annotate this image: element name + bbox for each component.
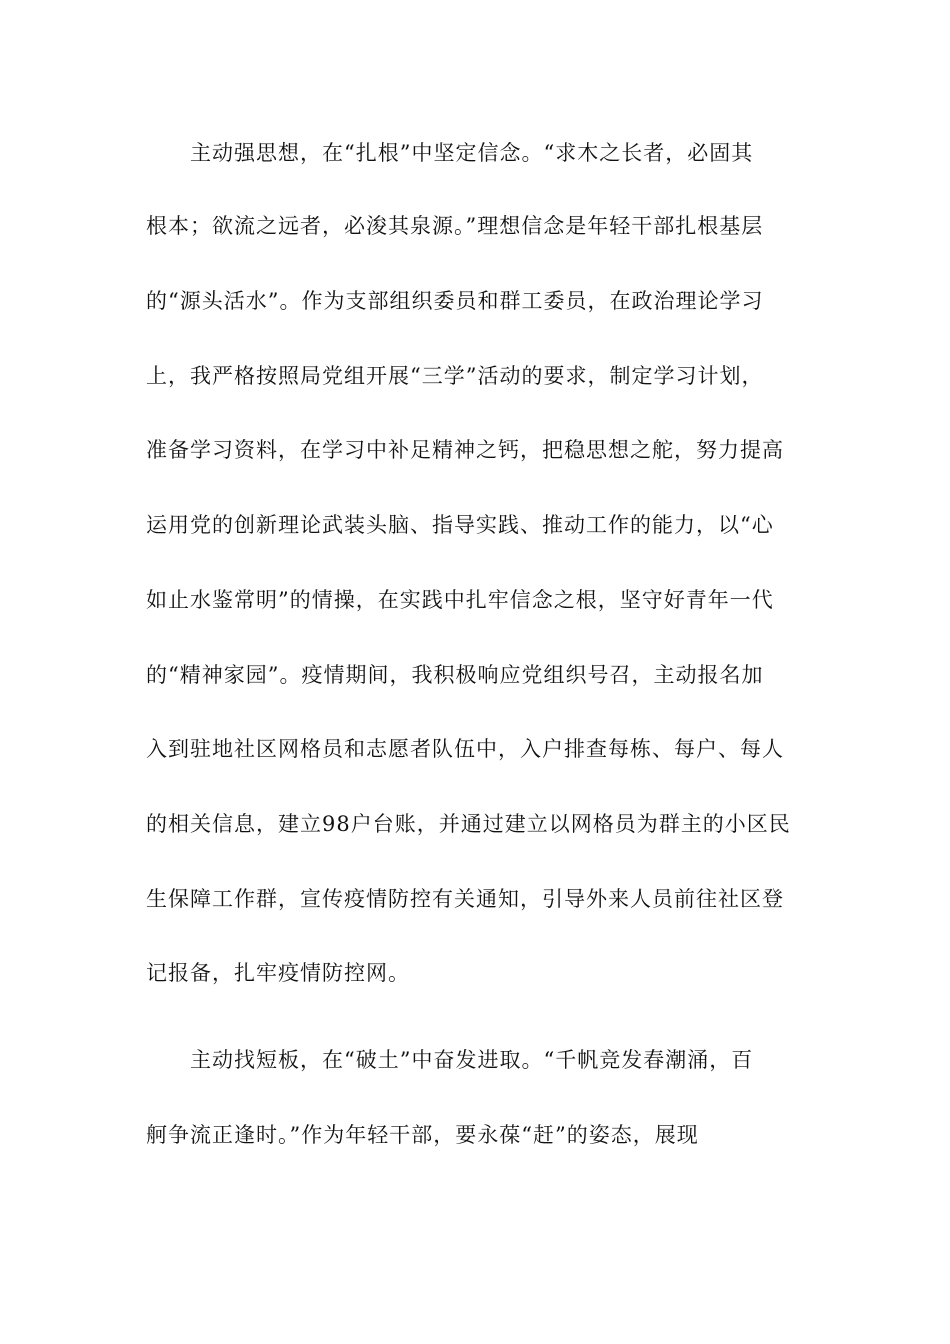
text-line: 的“源头活水”。作为支部组织委员和群工委员，在政治理论学习 [146,289,764,313]
text-line: 舸争流正逢时。”作为年轻干部，要永葆“赶”的姿态，展现 [146,1123,699,1147]
text-line: 生保障工作群，宣传疫情防控有关通知，引导外来人员前往社区登 [146,887,784,911]
text-line: 准备学习资料，在学习中补足精神之钙，把稳思想之舵，努力提高 [146,438,784,462]
text-line: 记报备，扎牢疫情防控网。 [146,961,410,985]
text-line: 上，我严格按照局党组开展“三学”活动的要求，制定学习计划， [146,364,764,388]
text-line: 运用党的创新理论武装头脑、指导实践、推动工作的能力，以“心 [146,513,774,537]
text-line: 如止水鉴常明”的情操，在实践中扎牢信念之根，坚守好青年一代 [146,588,774,612]
text-line: 入到驻地社区网格员和志愿者队伍中，入户排查每栋、每户、每人 [146,737,784,761]
text-line: 主动找短板，在“破土”中奋发进取。“千帆竞发春潮涌，百 [190,1048,754,1072]
text-line: 的“精神家园”。疫情期间，我积极响应党组织号召，主动报名加 [146,663,764,687]
text-line: 根本；欲流之远者，必浚其泉源。”理想信念是年轻干部扎根基层 [146,214,764,238]
text-line: 主动强思想，在“扎根”中坚定信念。“求木之长者，必固其 [190,141,754,165]
text-line: 的相关信息，建立98户台账，并通过建立以网格员为群主的小区民 [146,812,791,836]
